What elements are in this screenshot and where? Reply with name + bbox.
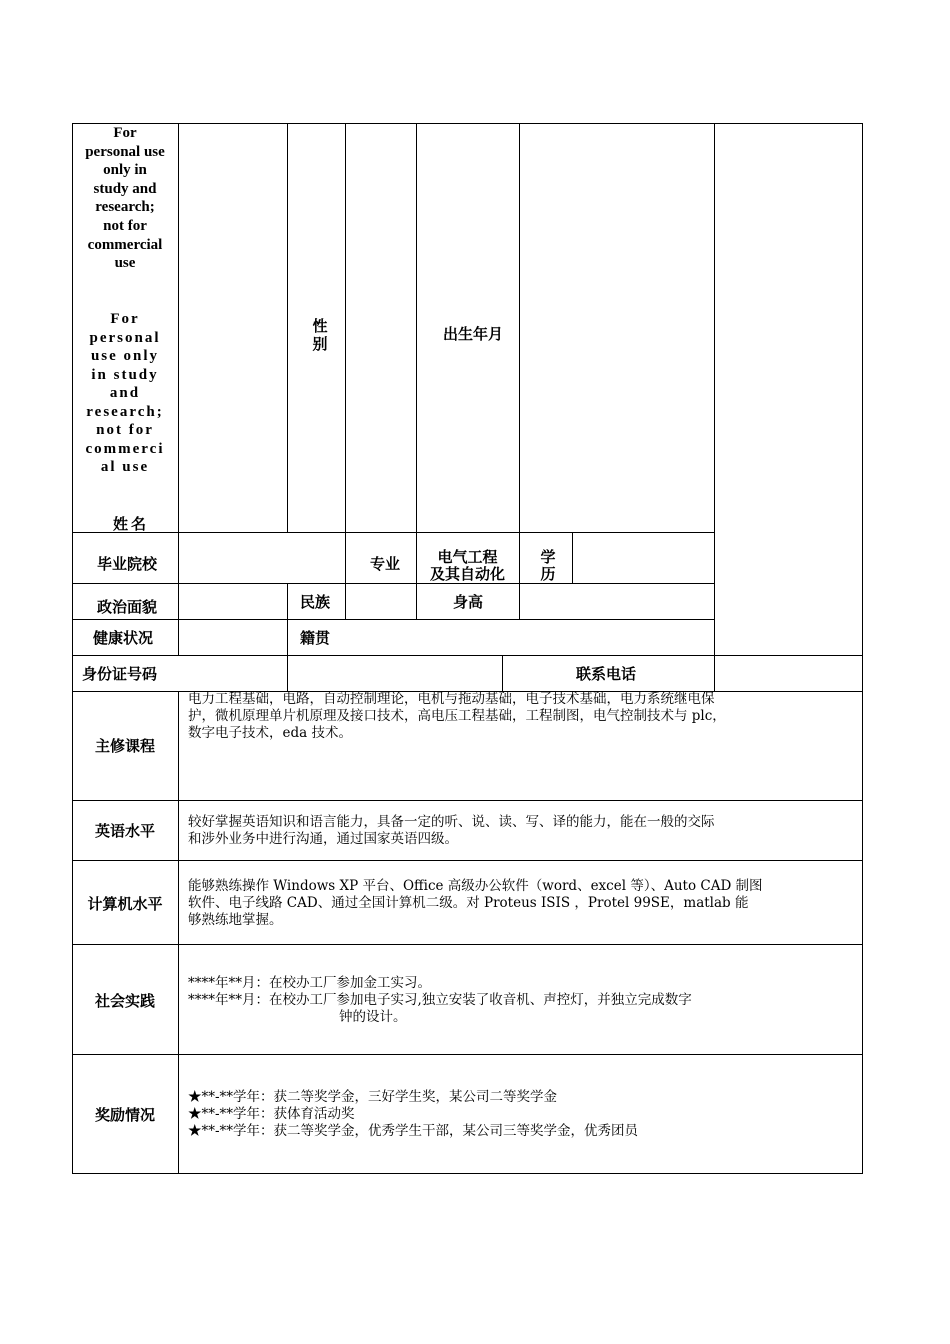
table-rule: [72, 532, 714, 533]
table-rule: [502, 655, 503, 692]
watermark-line: personal: [89, 329, 161, 346]
table-rule: [345, 123, 346, 620]
watermark-line: research;: [95, 199, 155, 216]
award-line: ★**-**学年：获二等奖学金，三好学生奖，某公司二等奖学金: [188, 1089, 558, 1105]
award-line: ★**-**学年：获二等奖学金，优秀学生干部，某公司三等奖学金，优秀团员: [188, 1123, 639, 1139]
watermark-line: personal use: [85, 143, 165, 160]
watermark-line: research;: [86, 403, 164, 420]
watermark-line: not for: [103, 217, 147, 234]
computer-line: 软件、电子线路 CAD、通过全国计算机二级。对 Proteus ISIS ，Protel 99SE，matlab 能: [188, 895, 749, 911]
table-rule: [287, 123, 288, 533]
table-rule: [178, 691, 179, 1174]
watermark-line: commerci: [85, 440, 165, 457]
major-label: 专业: [370, 555, 401, 573]
computer-level-label: 计算机水平: [87, 895, 163, 913]
table-rule: [72, 1054, 863, 1055]
watermark-line: not for: [96, 422, 154, 438]
table-border-left: [72, 123, 73, 1174]
name-label: 姓名: [113, 515, 150, 533]
watermark-line: study and: [93, 180, 157, 197]
table-rule: [72, 619, 714, 620]
table-border-bottom: [72, 1173, 863, 1174]
health-label: 健康状况: [93, 629, 154, 647]
politics-label: 政治面貌: [97, 598, 158, 616]
awards-label: 奖励情况: [94, 1106, 155, 1124]
ethnicity-label: 民族: [300, 593, 331, 611]
table-rule: [72, 800, 863, 801]
table-border-right: [862, 123, 863, 1174]
table-rule: [714, 123, 715, 692]
watermark-line: use: [114, 255, 136, 272]
table-rule: [72, 655, 863, 656]
courses-line: 电力工程基础，电路，自动控制理论，电机与拖动基础，电子技术基础，电力系统继电保: [188, 691, 715, 707]
practice-line: ****年**月：在校办工厂参加电子实习,独立安装了收音机、声控灯，并独立完成数字: [188, 992, 692, 1008]
native-place-label: 籍贯: [300, 629, 331, 647]
courses-label: 主修课程: [94, 737, 155, 755]
watermark-notice-1: [76, 124, 174, 273]
table-rule: [572, 532, 573, 584]
major-value: 电气工程 及其自动化: [429, 548, 505, 583]
english-line: 和涉外业务中进行沟通，通过国家英语四级。: [188, 831, 458, 847]
computer-level-text: [188, 878, 856, 929]
height-label: 身高: [453, 593, 484, 611]
courses-line: 数字电子技术，eda 技术。: [188, 725, 352, 741]
table-rule: [72, 583, 714, 584]
table-rule: [72, 860, 863, 861]
birth-date-label: 出生年月: [442, 325, 503, 343]
social-practice-label: 社会实践: [94, 992, 155, 1010]
social-practice-text: [188, 975, 856, 1026]
school-label: 毕业院校: [97, 555, 158, 573]
english-level-label: 英语水平: [94, 822, 155, 840]
practice-line: 钟的设计。: [339, 1009, 407, 1025]
table-border-top: [72, 123, 863, 124]
watermark-line: only in: [103, 162, 147, 179]
phone-label: 联系电话: [576, 665, 637, 683]
watermark-notice-2: [76, 310, 174, 477]
gender-label: 性 别: [312, 317, 328, 353]
id-number-label: 身份证号码: [82, 665, 158, 683]
watermark-line: al use: [100, 459, 150, 475]
watermark-line: commercial: [87, 236, 163, 253]
computer-line: 能够熟练操作 Windows XP 平台、Office 高级办公软件（word、excel 等）、Auto CAD 制图: [188, 878, 763, 894]
practice-line: ****年**月：在校办工厂参加金工实习。: [188, 975, 431, 991]
watermark-line: For: [110, 311, 140, 327]
courses-line: 护，微机原理单片机原理及接口技术，高电压工程基础，工程制图，电气控制技术与 plc，: [188, 708, 726, 724]
english-line: 较好掌握英语知识和语言能力，具备一定的听、说、读、写、译的能力，能在一般的交际: [188, 814, 715, 830]
watermark-line: use only: [90, 348, 160, 364]
table-rule: [72, 944, 863, 945]
table-rule: [178, 123, 179, 656]
table-rule: [519, 123, 520, 620]
english-level-text: [188, 814, 856, 848]
watermark-line: For: [113, 125, 137, 141]
watermark-line: in study: [91, 366, 159, 383]
table-rule: [416, 123, 417, 620]
courses-text: [188, 691, 856, 742]
award-line: ★**-**学年：获体育活动奖: [188, 1106, 355, 1122]
degree-label: 学 历: [540, 548, 556, 583]
table-rule: [287, 583, 288, 692]
watermark-line: and: [109, 385, 141, 401]
computer-line: 够熟练地掌握。: [188, 912, 283, 928]
awards-text: [188, 1089, 856, 1140]
